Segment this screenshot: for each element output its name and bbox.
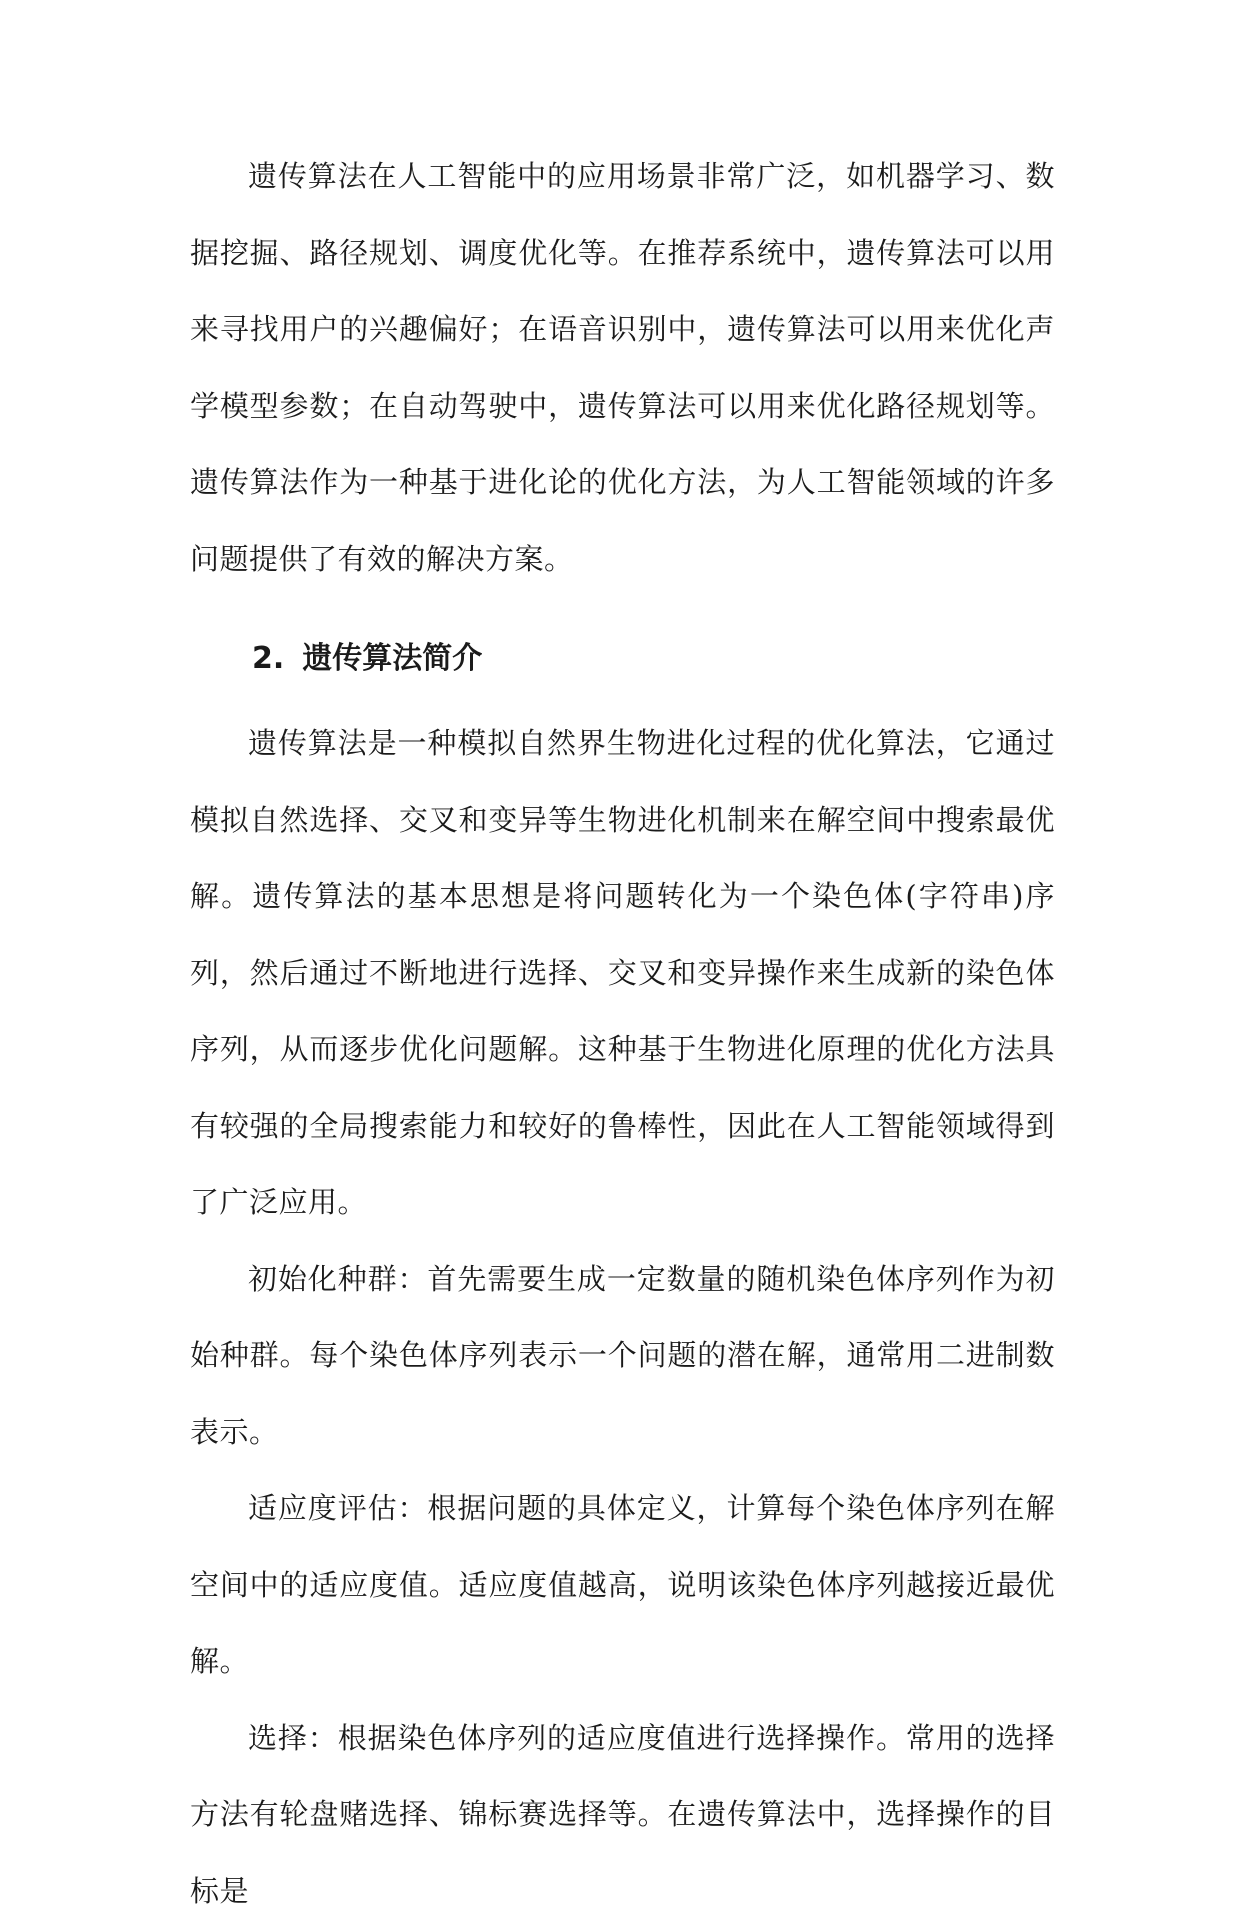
document-body <box>190 138 1055 1929</box>
section-heading <box>190 597 1055 705</box>
paragraph-selection: 选择：根据染色体序列的适应度值进行选择操作。常用的选择方法有轮盘赌选择、锦标赛选择等。在遗传算法中，选择操作的目标是 <box>190 1700 1055 1929</box>
paragraph-initialize-population: 初始化种群：首先需要生成一定数量的随机染色体序列作为初始种群。每个染色体序列表示一个问题的潜在解，通常用二进制数表示。 <box>190 1241 1055 1471</box>
paragraph-fitness-evaluation: 适应度评估：根据问题的具体定义，计算每个染色体序列在解空间中的适应度值。适应度值越高，说明该染色体序列越接近最优解。 <box>190 1470 1055 1700</box>
paragraph-introduction: 遗传算法是一种模拟自然界生物进化过程的优化算法，它通过模拟自然选择、交叉和变异等生物进化机制来在解空间中搜索最优解。遗传算法的基本思想是将问题转化为一个染色体(字符串)序列，然后通过不断地进行选择、交叉和变异操作来生成新的染色体序列，从而逐步优化问题解。这种基于生物进化原理的优化方法具有较强的全局搜索能力和较好的鲁棒性，因此在人工智能领域得到了广泛应用。 <box>190 705 1055 1241</box>
section-title: 遗传算法简介 <box>302 641 482 676</box>
paragraph-applications: 遗传算法在人工智能中的应用场景非常广泛，如机器学习、数据挖掘、路径规划、调度优化等。在推荐系统中，遗传算法可以用来寻找用户的兴趣偏好；在语音识别中，遗传算法可以用来优化声学模型参数；在自动驾驶中，遗传算法可以用来优化路径规划等。遗传算法作为一种基于进化论的优化方法，为人工智能领域的许多问题提供了有效的解决方案。 <box>190 138 1055 597</box>
section-number: 2. <box>252 641 284 676</box>
